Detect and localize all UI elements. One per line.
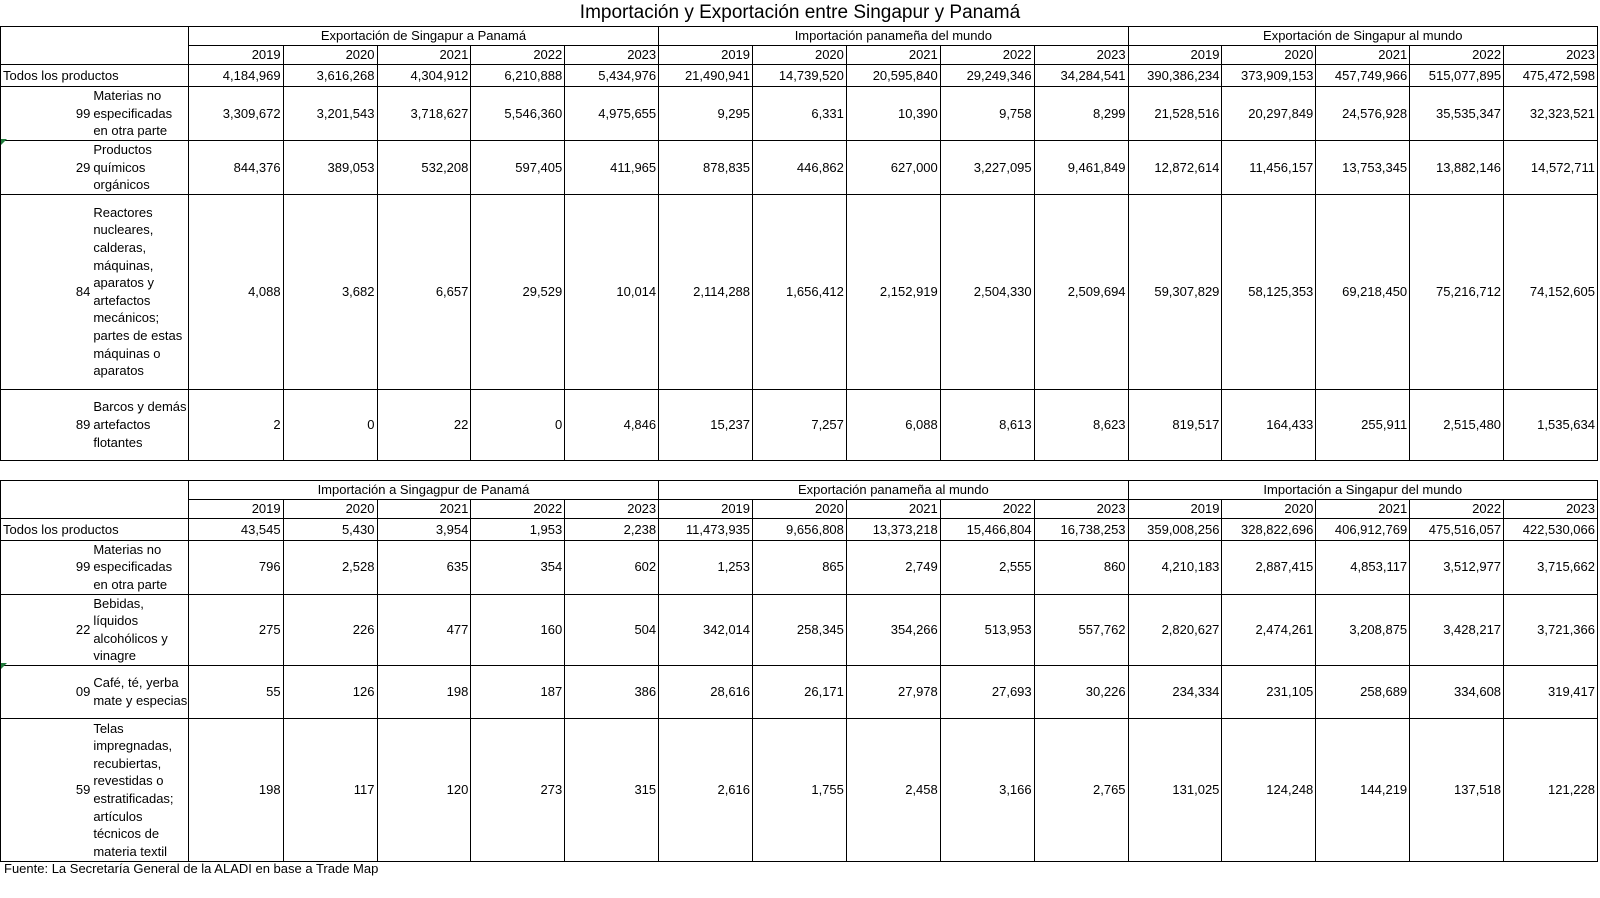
- value-cell: 14,572,711: [1504, 141, 1598, 195]
- value-cell: 22: [377, 389, 471, 460]
- value-cell: 1,755: [753, 718, 847, 861]
- value-cell: 389,053: [283, 141, 377, 195]
- year-header: 2022: [1410, 46, 1504, 65]
- value-cell: 2,238: [565, 518, 659, 540]
- value-cell: 234,334: [1128, 665, 1222, 718]
- value-cell: 4,975,655: [565, 87, 659, 141]
- year-header: 2019: [188, 499, 283, 518]
- value-cell: 27,693: [940, 665, 1034, 718]
- group-header: Importación a Singagpur de Panamá: [188, 480, 658, 499]
- product-description: Bebidas, líquidos alcohólicos y vinagre: [92, 594, 188, 665]
- value-cell: 27,978: [846, 665, 940, 718]
- value-cell: 819,517: [1128, 389, 1222, 460]
- value-cell: 26,171: [753, 665, 847, 718]
- value-cell: 5,430: [283, 518, 377, 540]
- value-cell: 475,516,057: [1410, 518, 1504, 540]
- value-cell: 10,390: [846, 87, 940, 141]
- product-description: Materias no especificadas en otra parte: [92, 540, 188, 594]
- value-cell: 4,210,183: [1128, 540, 1222, 594]
- value-cell: 15,237: [659, 389, 753, 460]
- value-cell: 3,954: [377, 518, 471, 540]
- value-cell: 3,616,268: [283, 65, 377, 87]
- value-cell: 3,201,543: [283, 87, 377, 141]
- value-cell: 32,323,521: [1504, 87, 1598, 141]
- value-cell: 20,297,849: [1222, 87, 1316, 141]
- value-cell: 3,428,217: [1410, 594, 1504, 665]
- value-cell: 11,473,935: [659, 518, 753, 540]
- value-cell: 35,535,347: [1410, 87, 1504, 141]
- value-cell: 164,433: [1222, 389, 1316, 460]
- year-header: 2020: [283, 499, 377, 518]
- value-cell: 2,820,627: [1128, 594, 1222, 665]
- value-cell: 7,257: [753, 389, 847, 460]
- year-header: 2023: [1504, 46, 1598, 65]
- value-cell: 4,846: [565, 389, 659, 460]
- value-cell: 315: [565, 718, 659, 861]
- value-cell: 124,248: [1222, 718, 1316, 861]
- year-header: 2022: [471, 499, 565, 518]
- group-header: Importación a Singapur del mundo: [1128, 480, 1597, 499]
- value-cell: 137,518: [1410, 718, 1504, 861]
- value-cell: 2,528: [283, 540, 377, 594]
- value-cell: 24,576,928: [1316, 87, 1410, 141]
- value-cell: 2: [188, 389, 283, 460]
- value-cell: 160: [471, 594, 565, 665]
- value-cell: 2,458: [846, 718, 940, 861]
- value-cell: 1,535,634: [1504, 389, 1598, 460]
- value-cell: 3,682: [283, 194, 377, 389]
- value-cell: 2,114,288: [659, 194, 753, 389]
- value-cell: 28,616: [659, 665, 753, 718]
- group-header: Exportación panameña al mundo: [659, 480, 1128, 499]
- value-cell: 144,219: [1316, 718, 1410, 861]
- value-cell: 3,718,627: [377, 87, 471, 141]
- value-cell: 3,166: [940, 718, 1034, 861]
- year-header: 2023: [1034, 499, 1128, 518]
- value-cell: 14,739,520: [753, 65, 847, 87]
- value-cell: 131,025: [1128, 718, 1222, 861]
- table-row: [1, 194, 1598, 389]
- value-cell: 2,509,694: [1034, 194, 1128, 389]
- value-cell: 255,911: [1316, 389, 1410, 460]
- value-cell: 475,472,598: [1504, 65, 1598, 87]
- year-header: 2020: [283, 46, 377, 65]
- value-cell: 13,373,218: [846, 518, 940, 540]
- year-header: 2023: [1034, 46, 1128, 65]
- product-code: 89: [1, 389, 93, 460]
- value-cell: 13,753,345: [1316, 141, 1410, 195]
- product-code: 22: [1, 594, 93, 665]
- value-cell: 328,822,696: [1222, 518, 1316, 540]
- value-cell: 29,529: [471, 194, 565, 389]
- value-cell: 557,762: [1034, 594, 1128, 665]
- value-cell: 532,208: [377, 141, 471, 195]
- year-header: 2019: [659, 499, 753, 518]
- product-description: Materias no especificadas en otra parte: [92, 87, 188, 141]
- value-cell: 4,088: [188, 194, 283, 389]
- year-header: 2022: [1410, 499, 1504, 518]
- table-row: [1, 540, 1598, 594]
- table-row-total: [1, 65, 1598, 87]
- value-cell: 58,125,353: [1222, 194, 1316, 389]
- value-cell: 411,965: [565, 141, 659, 195]
- cell-comment-marker: [1, 663, 7, 669]
- group-header: Exportación de Singapur al mundo: [1128, 27, 1597, 46]
- year-header: 2019: [1128, 46, 1222, 65]
- value-cell: 34,284,541: [1034, 65, 1128, 87]
- value-cell: 3,721,366: [1504, 594, 1598, 665]
- value-cell: 2,504,330: [940, 194, 1034, 389]
- year-header: 2023: [565, 499, 659, 518]
- value-cell: 3,715,662: [1504, 540, 1598, 594]
- value-cell: 43,545: [188, 518, 283, 540]
- value-cell: 29,249,346: [940, 65, 1034, 87]
- value-cell: 3,512,977: [1410, 540, 1504, 594]
- value-cell: 258,345: [753, 594, 847, 665]
- value-cell: 2,749: [846, 540, 940, 594]
- year-header: 2022: [940, 499, 1034, 518]
- value-cell: 74,152,605: [1504, 194, 1598, 389]
- value-cell: 8,613: [940, 389, 1034, 460]
- value-cell: 6,088: [846, 389, 940, 460]
- value-cell: 342,014: [659, 594, 753, 665]
- value-cell: 9,461,849: [1034, 141, 1128, 195]
- value-cell: 2,616: [659, 718, 753, 861]
- value-cell: 3,227,095: [940, 141, 1034, 195]
- value-cell: 20,595,840: [846, 65, 940, 87]
- year-header: 2023: [565, 46, 659, 65]
- value-cell: 21,490,941: [659, 65, 753, 87]
- value-cell: 2,474,261: [1222, 594, 1316, 665]
- value-cell: 126: [283, 665, 377, 718]
- value-cell: 1,953: [471, 518, 565, 540]
- value-cell: 457,749,966: [1316, 65, 1410, 87]
- year-header: 2020: [1222, 499, 1316, 518]
- sheet-title: Importación y Exportación entre Singapur y Panamá: [579, 2, 1021, 23]
- value-cell: 513,953: [940, 594, 1034, 665]
- cell-comment-marker: [1, 139, 7, 145]
- value-cell: 231,105: [1222, 665, 1316, 718]
- value-cell: 4,184,969: [188, 65, 283, 87]
- table-row: [1, 665, 1598, 718]
- value-cell: 477: [377, 594, 471, 665]
- product-description: Productos químicos orgánicos: [92, 141, 188, 195]
- value-cell: 9,295: [659, 87, 753, 141]
- value-cell: 504: [565, 594, 659, 665]
- value-cell: 1,656,412: [753, 194, 847, 389]
- corner-cell: [1, 27, 189, 65]
- table-row: [1, 718, 1598, 861]
- source-note: Fuente: La Secretaría General de la ALADI en base a Trade Map: [4, 861, 379, 876]
- year-header: 2021: [846, 499, 940, 518]
- value-cell: 6,210,888: [471, 65, 565, 87]
- value-cell: 75,216,712: [1410, 194, 1504, 389]
- value-cell: 21,528,516: [1128, 87, 1222, 141]
- trade-table: [0, 26, 1598, 862]
- value-cell: 10,014: [565, 194, 659, 389]
- value-cell: 9,758: [940, 87, 1034, 141]
- spacer-row: [1, 460, 1598, 480]
- value-cell: 878,835: [659, 141, 753, 195]
- value-cell: 627,000: [846, 141, 940, 195]
- value-cell: 359,008,256: [1128, 518, 1222, 540]
- year-header: 2020: [753, 46, 847, 65]
- value-cell: 8,299: [1034, 87, 1128, 141]
- value-cell: 12,872,614: [1128, 141, 1222, 195]
- value-cell: 6,657: [377, 194, 471, 389]
- value-cell: 354: [471, 540, 565, 594]
- value-cell: 2,555: [940, 540, 1034, 594]
- year-header: 2019: [1128, 499, 1222, 518]
- value-cell: 0: [283, 389, 377, 460]
- value-cell: 3,208,875: [1316, 594, 1410, 665]
- value-cell: 11,456,157: [1222, 141, 1316, 195]
- table-row: [1, 594, 1598, 665]
- value-cell: 4,853,117: [1316, 540, 1410, 594]
- year-header: 2019: [188, 46, 283, 65]
- value-cell: 121,228: [1504, 718, 1598, 861]
- product-description: Reactores nucleares, calderas, máquinas, aparatos y artefactos mecánicos; partes de estas máquinas o aparatos: [92, 194, 188, 389]
- value-cell: 515,077,895: [1410, 65, 1504, 87]
- value-cell: 390,386,234: [1128, 65, 1222, 87]
- value-cell: 3,309,672: [188, 87, 283, 141]
- value-cell: 446,862: [753, 141, 847, 195]
- value-cell: 597,405: [471, 141, 565, 195]
- product-code: 99: [1, 87, 93, 141]
- value-cell: 2,515,480: [1410, 389, 1504, 460]
- value-cell: 2,152,919: [846, 194, 940, 389]
- table-row: [1, 141, 1598, 195]
- year-header: 2020: [1222, 46, 1316, 65]
- value-cell: 117: [283, 718, 377, 861]
- value-cell: 16,738,253: [1034, 518, 1128, 540]
- value-cell: 602: [565, 540, 659, 594]
- value-cell: 2,765: [1034, 718, 1128, 861]
- value-cell: 319,417: [1504, 665, 1598, 718]
- value-cell: 635: [377, 540, 471, 594]
- table-row: [1, 87, 1598, 141]
- product-description: Café, té, yerba mate y especias: [92, 665, 188, 718]
- value-cell: 354,266: [846, 594, 940, 665]
- value-cell: 15,466,804: [940, 518, 1034, 540]
- table-row: [1, 389, 1598, 460]
- value-cell: 258,689: [1316, 665, 1410, 718]
- value-cell: 5,546,360: [471, 87, 565, 141]
- value-cell: 273: [471, 718, 565, 861]
- group-header: Exportación de Singapur a Panamá: [188, 27, 658, 46]
- value-cell: 0: [471, 389, 565, 460]
- value-cell: 373,909,153: [1222, 65, 1316, 87]
- value-cell: 4,304,912: [377, 65, 471, 87]
- value-cell: 796: [188, 540, 283, 594]
- product-code: 59: [1, 718, 93, 861]
- value-cell: 406,912,769: [1316, 518, 1410, 540]
- year-header: 2020: [753, 499, 847, 518]
- product-code: 99: [1, 540, 93, 594]
- value-cell: 5,434,976: [565, 65, 659, 87]
- year-header: 2022: [940, 46, 1034, 65]
- year-header: 2019: [659, 46, 753, 65]
- value-cell: 6,331: [753, 87, 847, 141]
- year-header: 2022: [471, 46, 565, 65]
- year-header: 2023: [1504, 499, 1598, 518]
- value-cell: 59,307,829: [1128, 194, 1222, 389]
- value-cell: 8,623: [1034, 389, 1128, 460]
- value-cell: 69,218,450: [1316, 194, 1410, 389]
- value-cell: 865: [753, 540, 847, 594]
- product-code: 09: [1, 665, 93, 718]
- year-header: 2021: [1316, 46, 1410, 65]
- year-header: 2021: [1316, 499, 1410, 518]
- product-description: Barcos y demás artefactos flotantes: [92, 389, 188, 460]
- value-cell: 334,608: [1410, 665, 1504, 718]
- value-cell: 120: [377, 718, 471, 861]
- value-cell: 198: [377, 665, 471, 718]
- value-cell: 198: [188, 718, 283, 861]
- table-row-total: [1, 518, 1598, 540]
- value-cell: 1,253: [659, 540, 753, 594]
- year-header: 2021: [846, 46, 940, 65]
- value-cell: 9,656,808: [753, 518, 847, 540]
- value-cell: 275: [188, 594, 283, 665]
- value-cell: 226: [283, 594, 377, 665]
- year-header: 2021: [377, 499, 471, 518]
- value-cell: 30,226: [1034, 665, 1128, 718]
- corner-cell: [1, 480, 189, 518]
- value-cell: 422,530,066: [1504, 518, 1598, 540]
- total-label: Todos los productos: [1, 65, 189, 87]
- year-header: 2021: [377, 46, 471, 65]
- product-code: 84: [1, 194, 93, 389]
- total-label: Todos los productos: [1, 518, 189, 540]
- product-description: Telas impregnadas, recubiertas, revestidas o estratificadas; artículos técnicos de materia textil: [92, 718, 188, 861]
- value-cell: 860: [1034, 540, 1128, 594]
- value-cell: 844,376: [188, 141, 283, 195]
- product-code: 29: [1, 141, 93, 195]
- value-cell: 13,882,146: [1410, 141, 1504, 195]
- value-cell: 386: [565, 665, 659, 718]
- value-cell: 2,887,415: [1222, 540, 1316, 594]
- group-header: Importación panameña del mundo: [659, 27, 1128, 46]
- value-cell: 55: [188, 665, 283, 718]
- value-cell: 187: [471, 665, 565, 718]
